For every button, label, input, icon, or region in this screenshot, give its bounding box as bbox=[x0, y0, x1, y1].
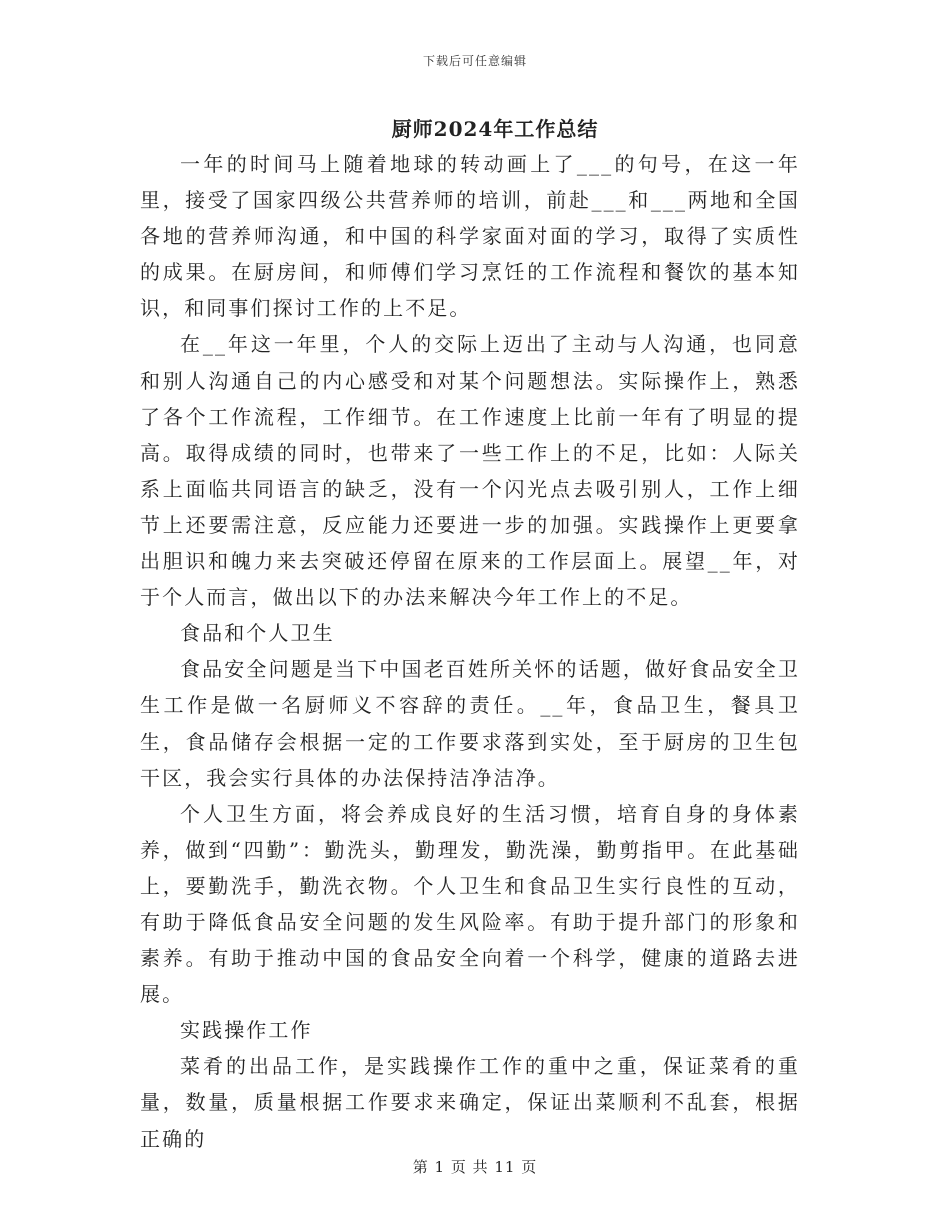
paragraph-personal-hygiene: 个人卫生方面，将会养成良好的生活习惯，培育自身的身体素养，做到“四勤”：勤洗头，勤理发，勤洗澡，勤剪指甲。在此基础上，要勤洗手，勤洗衣物。个人卫生和食品卫生实行良性的互动，有助于降低食品安全问题的发生风险率。有助于提升部门的形象和素养。有助于推动中国的食品安全向着一个科学，健康的道路去进展。 bbox=[140, 801, 800, 1007]
header-note: 下载后可任意编辑 bbox=[422, 54, 527, 68]
paragraph-practice: 菜肴的出品工作，是实践操作工作的重中之重，保证菜肴的重量，数量，质量根据工作要求来确定，保证出菜顺利不乱套，根据正确的 bbox=[140, 1054, 800, 1151]
paragraph-intro: 一年的时间马上随着地球的转动画上了___的句号，在这一年里，接受了国家四级公共营养师的培训，前赴___和___两地和全国各地的营养师沟通，和中国的科学家面对面的学习，取得了实质性的成果。在厨房间，和师傅们学习烹饪的工作流程和餐饮的基本知识，和同事们探讨工作的上不足。 bbox=[140, 152, 800, 321]
section-heading-practice: 实践操作工作 bbox=[180, 1018, 313, 1043]
page-indicator: 第 1 页 共 11 页 bbox=[412, 1158, 538, 1176]
paragraph-review: 在__年这一年里，个人的交际上迈出了主动与人沟通，也同意和别人沟通自己的内心感受和对某个问题想法。实际操作上，熟悉了各个工作流程，工作细节。在工作速度上比前一年有了明显的提高。取得成绩的同时，也带来了一些工作上的不足，比如：人际关系上面临共同语言的缺乏，没有一个闪光点去吸引别人，工作上细节上还要需注意，反应能力还要进一步的加强。实践操作上更要拿出胆识和魄力来去突破还停留在原来的工作层面上。展望__年，对于个人而言，做出以下的办法来解决今年工作上的不足。 bbox=[140, 332, 800, 610]
section-heading-hygiene: 食品和个人卫生 bbox=[180, 621, 335, 646]
paragraph-food-safety: 食品安全问题是当下中国老百姓所关怀的话题，做好食品安全卫生工作是做一名厨师义不容辞的责任。__年，食品卫生，餐具卫生，食品储存会根据一定的工作要求落到实处，至于厨房的卫生包干区，我会实行具体的办法保持洁净洁净。 bbox=[140, 657, 800, 790]
document-title: 厨师2024年工作总结 bbox=[391, 117, 599, 141]
document-body bbox=[140, 146, 800, 1157]
